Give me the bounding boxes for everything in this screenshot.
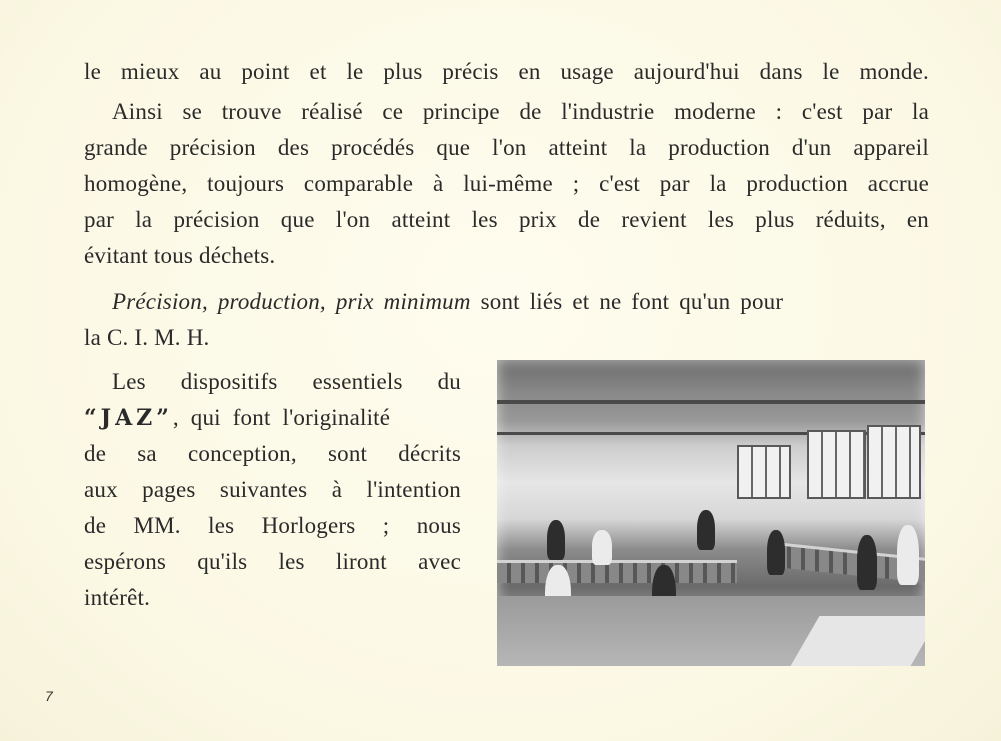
paragraph-4-line-4: aux pages suivantes à l'intention	[84, 477, 461, 502]
window	[737, 445, 791, 499]
paragraph-4-line-7: intérêt.	[84, 585, 151, 610]
paragraph-3-line-1	[84, 284, 929, 320]
ceiling-beam	[497, 400, 925, 404]
paragraph-2-line-1: Ainsi se trouve réalisé ce principe de l'industrie moderne : c'est par la	[112, 99, 929, 124]
italic-emphasis: Précision, production, prix minimum	[112, 289, 471, 314]
factory-workshop-photo	[497, 360, 925, 666]
paragraph-3-line-2: la C. I. M. H.	[84, 325, 210, 350]
workbench	[497, 560, 737, 583]
paragraph-4-line-1: Les dispositifs essentiels du	[112, 369, 461, 394]
paragraph-3-line-1-rest: sont liés et ne font qu'un pour	[470, 289, 784, 314]
paragraph-2-line-3: homogène, toujours comparable à lui-même ; c'est par la production accrue	[84, 171, 929, 196]
window	[867, 425, 921, 499]
worker-figure	[767, 530, 785, 575]
paragraph-1-line-1: le mieux au point et le plus précis en usage aujourd'hui dans le monde.	[84, 59, 929, 84]
worker-figure	[857, 535, 877, 590]
paragraph-4-line-2	[84, 400, 461, 436]
paragraph-4-line-2-rest: , qui font l'originalité	[172, 405, 391, 430]
worker-figure	[592, 530, 612, 565]
jaz-brand-name: “JAZ”	[84, 405, 173, 431]
worker-figure	[547, 520, 565, 560]
window	[807, 430, 866, 499]
paragraph-2-line-2: grande précision des procédés que l'on atteint la production d'un appareil	[84, 135, 929, 160]
paragraph-4-line-3: de sa conception, sont décrits	[84, 441, 461, 466]
worker-figure	[897, 525, 919, 585]
paragraph-4-line-6: espérons qu'ils les liront avec	[84, 549, 461, 574]
worker-figure	[697, 510, 715, 550]
paragraph-2-line-4: par la précision que l'on atteint les prix de revient les plus réduits, en	[84, 207, 929, 232]
paragraph-4-line-5: de MM. les Horlogers ; nous	[84, 513, 461, 538]
paragraph-2-line-5: évitant tous déchets.	[84, 243, 276, 268]
page-number: 7	[45, 688, 53, 704]
